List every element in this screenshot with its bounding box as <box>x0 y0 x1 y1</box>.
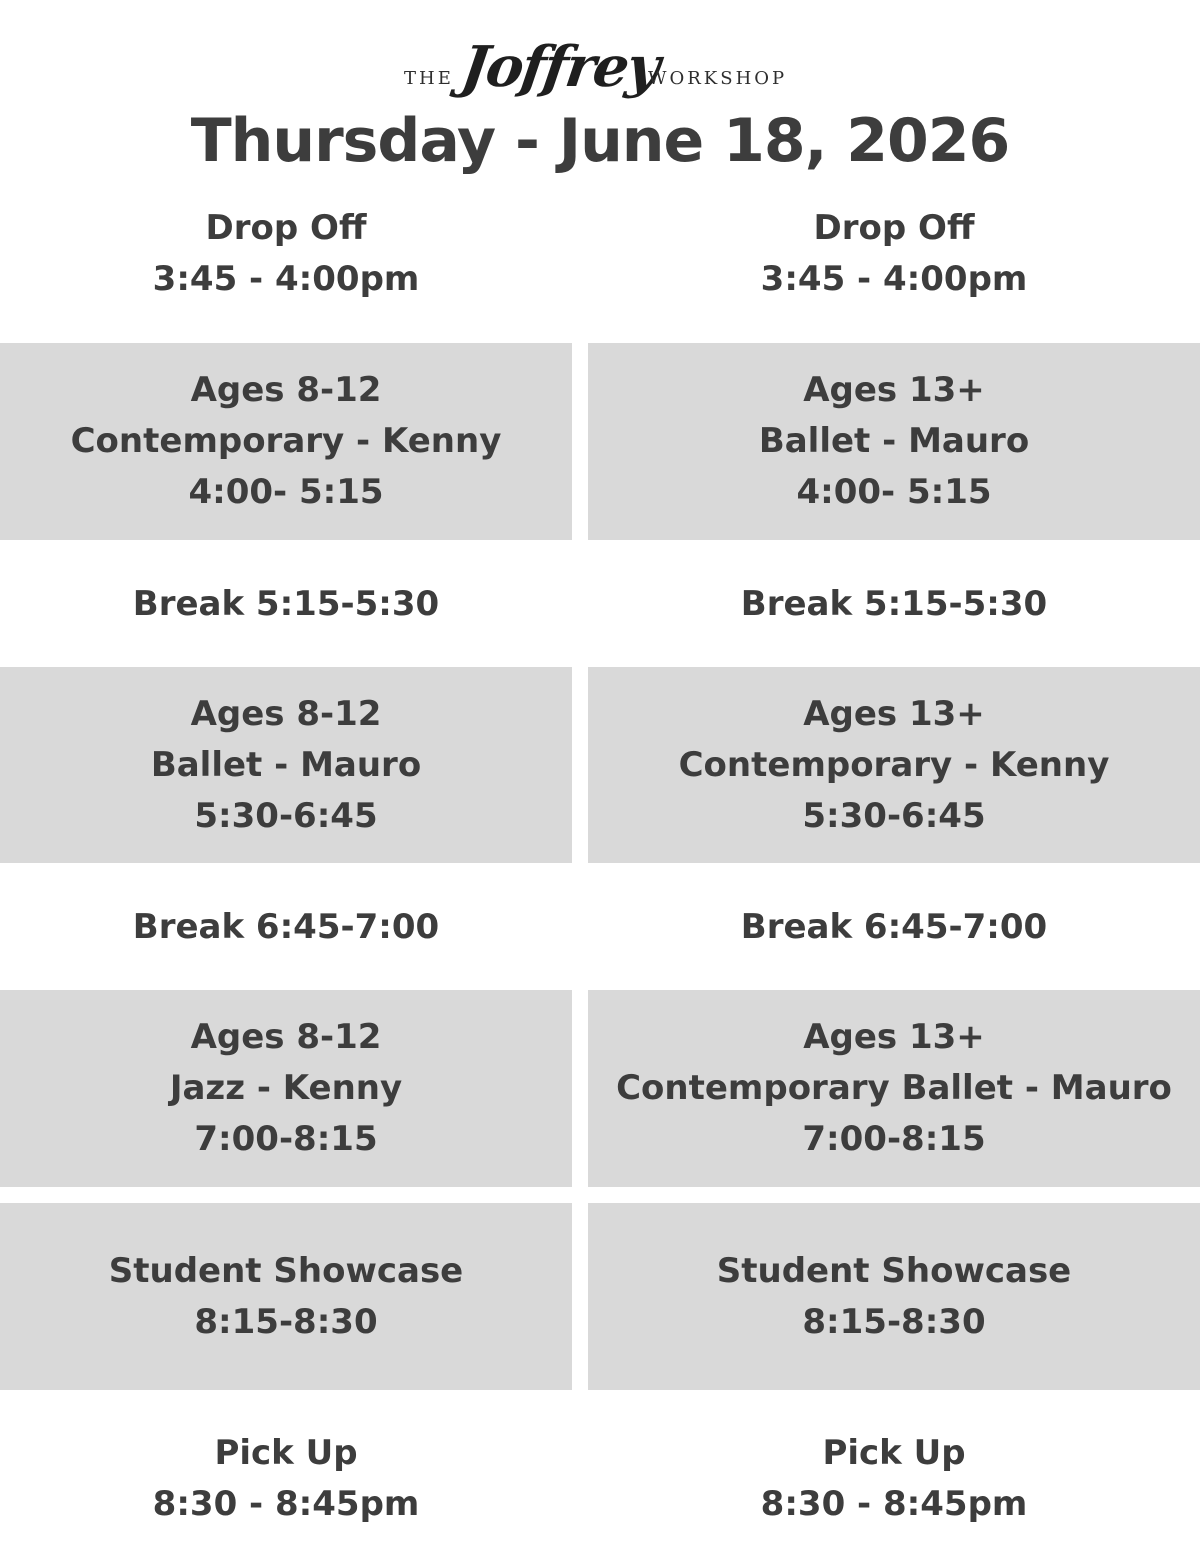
break-label: Break 5:15-5:30 <box>740 583 1048 624</box>
session-class: Ballet - Mauro <box>758 421 1030 461</box>
session-ages: Ages 8-12 <box>190 370 382 410</box>
showcase-time: 8:15-8:30 <box>194 1301 378 1342</box>
logo-the: THE <box>404 68 454 89</box>
session-block-1 <box>588 343 1200 540</box>
drop-off-label: Drop Off <box>813 208 975 248</box>
break-block-1 <box>588 578 1200 630</box>
drop-off-block <box>588 203 1200 305</box>
showcase-block <box>588 1203 1200 1390</box>
session-time: 7:00-8:15 <box>802 1119 986 1159</box>
drop-off-time: 3:45 - 4:00pm <box>152 259 420 299</box>
session-block-2 <box>0 667 572 863</box>
break-label: Break 5:15-5:30 <box>132 583 440 624</box>
session-block-1 <box>0 343 572 540</box>
break-block-1 <box>0 578 572 630</box>
break-label: Break 6:45-7:00 <box>740 906 1048 947</box>
session-class: Jazz - Kenny <box>169 1068 403 1108</box>
session-block-2 <box>588 667 1200 863</box>
session-class: Contemporary - Kenny <box>70 421 502 461</box>
session-time: 4:00- 5:15 <box>188 472 384 512</box>
pick-up-block <box>588 1428 1200 1530</box>
session-ages: Ages 8-12 <box>190 693 382 734</box>
drop-off-label: Drop Off <box>205 208 367 248</box>
session-ages: Ages 13+ <box>803 693 985 734</box>
session-time: 4:00- 5:15 <box>796 472 992 512</box>
showcase-block <box>0 1203 572 1390</box>
showcase-time: 8:15-8:30 <box>802 1301 986 1342</box>
session-block-3 <box>0 990 572 1187</box>
session-ages: Ages 13+ <box>803 370 985 410</box>
page-title: Thursday - June 18, 2026 <box>190 106 1010 176</box>
break-label: Break 6:45-7:00 <box>132 906 440 947</box>
session-class: Contemporary Ballet - Mauro <box>616 1068 1172 1108</box>
pick-up-time: 8:30 - 8:45pm <box>152 1484 420 1524</box>
pick-up-label: Pick Up <box>214 1433 358 1473</box>
break-block-2 <box>0 901 572 953</box>
session-ages: Ages 13+ <box>803 1017 985 1057</box>
session-class: Contemporary - Kenny <box>678 744 1110 785</box>
session-time: 7:00-8:15 <box>194 1119 378 1159</box>
showcase-label: Student Showcase <box>716 1250 1072 1291</box>
session-class: Ballet - Mauro <box>150 744 422 785</box>
session-ages: Ages 8-12 <box>190 1017 382 1057</box>
break-block-2 <box>588 901 1200 953</box>
logo-workshop: WORKSHOP <box>648 68 788 89</box>
drop-off-block <box>0 203 572 305</box>
drop-off-time: 3:45 - 4:00pm <box>760 259 1028 299</box>
showcase-label: Student Showcase <box>108 1250 464 1291</box>
session-block-3 <box>588 990 1200 1187</box>
logo-joffrey: Joffrey <box>457 34 663 100</box>
session-time: 5:30-6:45 <box>802 795 986 836</box>
session-time: 5:30-6:45 <box>194 795 378 836</box>
pick-up-time: 8:30 - 8:45pm <box>760 1484 1028 1524</box>
pick-up-block <box>0 1428 572 1530</box>
pick-up-label: Pick Up <box>822 1433 966 1473</box>
